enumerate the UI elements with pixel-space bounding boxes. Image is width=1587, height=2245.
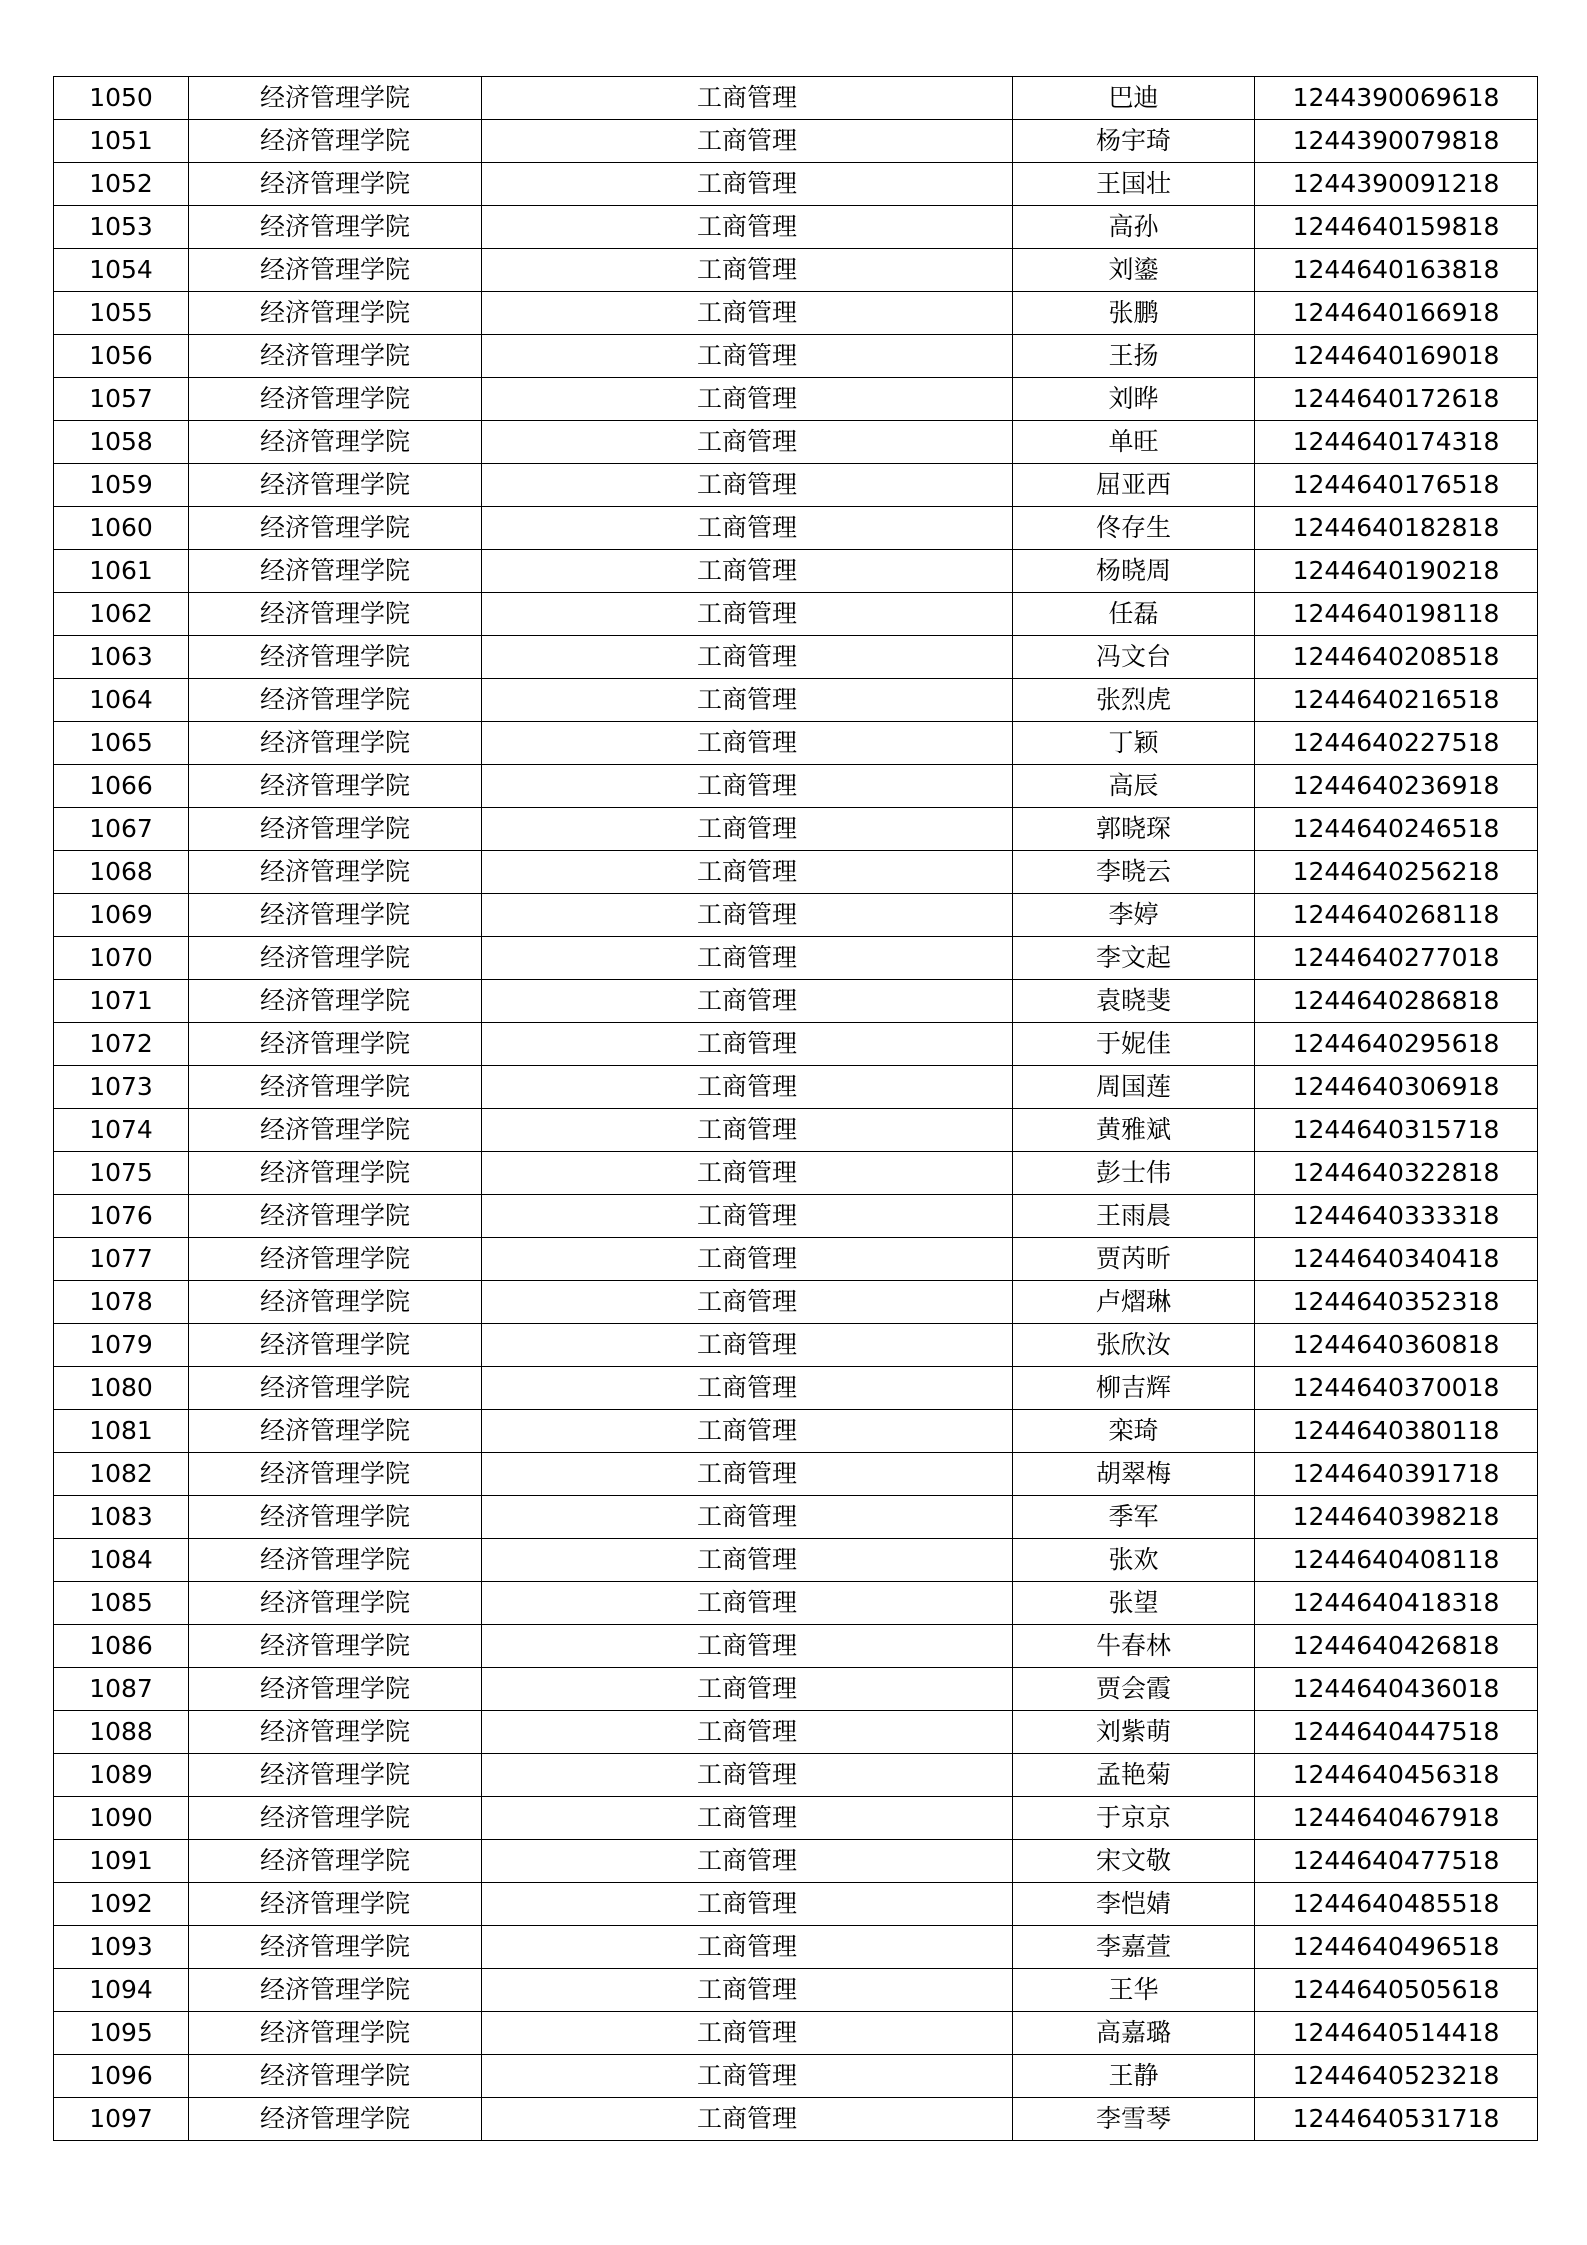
- major-cell: 工商管理: [482, 1109, 1013, 1152]
- college-cell: 经济管理学院: [189, 1625, 482, 1668]
- row-number-cell: 1078: [54, 1281, 189, 1324]
- table-row: [54, 1582, 1538, 1625]
- row-number-cell: 1079: [54, 1324, 189, 1367]
- major-cell: 工商管理: [482, 2055, 1013, 2098]
- student-name-cell: 卢熠琳: [1013, 1281, 1255, 1324]
- major-cell: 工商管理: [482, 378, 1013, 421]
- student-name-cell: 牛春林: [1013, 1625, 1255, 1668]
- table-row: [54, 1840, 1538, 1883]
- student-id-cell: 1244640380118: [1255, 1410, 1538, 1453]
- student-id-cell: 1244640198118: [1255, 593, 1538, 636]
- major-cell: 工商管理: [482, 1883, 1013, 1926]
- table-row: [54, 1668, 1538, 1711]
- college-cell: 经济管理学院: [189, 636, 482, 679]
- major-cell: 工商管理: [482, 249, 1013, 292]
- table-row: [54, 77, 1538, 120]
- college-cell: 经济管理学院: [189, 421, 482, 464]
- college-cell: 经济管理学院: [189, 1582, 482, 1625]
- roster-table-body: [54, 77, 1538, 2141]
- row-number-cell: 1088: [54, 1711, 189, 1754]
- table-row: [54, 2012, 1538, 2055]
- table-row: [54, 1109, 1538, 1152]
- student-id-cell: 1244640360818: [1255, 1324, 1538, 1367]
- college-cell: 经济管理学院: [189, 722, 482, 765]
- student-id-cell: 1244640216518: [1255, 679, 1538, 722]
- student-id-cell: 1244640166918: [1255, 292, 1538, 335]
- student-id-cell: 1244640277018: [1255, 937, 1538, 980]
- major-cell: 工商管理: [482, 1023, 1013, 1066]
- college-cell: 经济管理学院: [189, 1410, 482, 1453]
- row-number-cell: 1057: [54, 378, 189, 421]
- table-row: [54, 249, 1538, 292]
- table-row: [54, 894, 1538, 937]
- table-row: [54, 722, 1538, 765]
- student-name-cell: 冯文台: [1013, 636, 1255, 679]
- row-number-cell: 1085: [54, 1582, 189, 1625]
- student-name-cell: 柳吉辉: [1013, 1367, 1255, 1410]
- row-number-cell: 1081: [54, 1410, 189, 1453]
- row-number-cell: 1087: [54, 1668, 189, 1711]
- student-id-cell: 1244390091218: [1255, 163, 1538, 206]
- major-cell: 工商管理: [482, 980, 1013, 1023]
- student-id-cell: 1244640159818: [1255, 206, 1538, 249]
- student-name-cell: 孟艳菊: [1013, 1754, 1255, 1797]
- student-name-cell: 杨宇琦: [1013, 120, 1255, 163]
- table-row: [54, 1152, 1538, 1195]
- table-row: [54, 937, 1538, 980]
- major-cell: 工商管理: [482, 765, 1013, 808]
- major-cell: 工商管理: [482, 77, 1013, 120]
- row-number-cell: 1070: [54, 937, 189, 980]
- major-cell: 工商管理: [482, 1754, 1013, 1797]
- major-cell: 工商管理: [482, 1281, 1013, 1324]
- student-id-cell: 1244640426818: [1255, 1625, 1538, 1668]
- student-id-cell: 1244640315718: [1255, 1109, 1538, 1152]
- college-cell: 经济管理学院: [189, 2012, 482, 2055]
- row-number-cell: 1095: [54, 2012, 189, 2055]
- student-name-cell: 袁晓斐: [1013, 980, 1255, 1023]
- student-name-cell: 宋文敬: [1013, 1840, 1255, 1883]
- college-cell: 经济管理学院: [189, 1754, 482, 1797]
- student-id-cell: 1244640208518: [1255, 636, 1538, 679]
- student-name-cell: 于妮佳: [1013, 1023, 1255, 1066]
- major-cell: 工商管理: [482, 421, 1013, 464]
- row-number-cell: 1094: [54, 1969, 189, 2012]
- student-name-cell: 张烈虎: [1013, 679, 1255, 722]
- college-cell: 经济管理学院: [189, 378, 482, 421]
- row-number-cell: 1069: [54, 894, 189, 937]
- table-row: [54, 808, 1538, 851]
- table-row: [54, 335, 1538, 378]
- college-cell: 经济管理学院: [189, 1195, 482, 1238]
- student-name-cell: 王华: [1013, 1969, 1255, 2012]
- row-number-cell: 1089: [54, 1754, 189, 1797]
- row-number-cell: 1071: [54, 980, 189, 1023]
- college-cell: 经济管理学院: [189, 1367, 482, 1410]
- table-row: [54, 292, 1538, 335]
- table-row: [54, 1324, 1538, 1367]
- table-row: [54, 851, 1538, 894]
- row-number-cell: 1084: [54, 1539, 189, 1582]
- student-id-cell: 1244640447518: [1255, 1711, 1538, 1754]
- student-name-cell: 高辰: [1013, 765, 1255, 808]
- college-cell: 经济管理学院: [189, 894, 482, 937]
- student-id-cell: 1244640370018: [1255, 1367, 1538, 1410]
- major-cell: 工商管理: [482, 722, 1013, 765]
- student-name-cell: 佟存生: [1013, 507, 1255, 550]
- row-number-cell: 1052: [54, 163, 189, 206]
- row-number-cell: 1097: [54, 2098, 189, 2141]
- college-cell: 经济管理学院: [189, 2098, 482, 2141]
- college-cell: 经济管理学院: [189, 249, 482, 292]
- college-cell: 经济管理学院: [189, 2055, 482, 2098]
- major-cell: 工商管理: [482, 1668, 1013, 1711]
- student-id-cell: 1244640333318: [1255, 1195, 1538, 1238]
- table-row: [54, 679, 1538, 722]
- table-row: [54, 1238, 1538, 1281]
- student-id-cell: 1244640340418: [1255, 1238, 1538, 1281]
- major-cell: 工商管理: [482, 1324, 1013, 1367]
- student-id-cell: 1244640182818: [1255, 507, 1538, 550]
- row-number-cell: 1072: [54, 1023, 189, 1066]
- student-name-cell: 王静: [1013, 2055, 1255, 2098]
- major-cell: 工商管理: [482, 1367, 1013, 1410]
- table-row: [54, 1926, 1538, 1969]
- major-cell: 工商管理: [482, 1453, 1013, 1496]
- student-id-cell: 1244640514418: [1255, 2012, 1538, 2055]
- student-name-cell: 彭士伟: [1013, 1152, 1255, 1195]
- college-cell: 经济管理学院: [189, 1840, 482, 1883]
- row-number-cell: 1076: [54, 1195, 189, 1238]
- student-id-cell: 1244640190218: [1255, 550, 1538, 593]
- student-name-cell: 贾会霞: [1013, 1668, 1255, 1711]
- major-cell: 工商管理: [482, 1969, 1013, 2012]
- row-number-cell: 1083: [54, 1496, 189, 1539]
- student-id-cell: 1244640418318: [1255, 1582, 1538, 1625]
- table-row: [54, 1711, 1538, 1754]
- major-cell: 工商管理: [482, 1152, 1013, 1195]
- row-number-cell: 1096: [54, 2055, 189, 2098]
- student-id-cell: 1244640322818: [1255, 1152, 1538, 1195]
- table-row: [54, 1367, 1538, 1410]
- table-row: [54, 120, 1538, 163]
- student-id-cell: 1244640169018: [1255, 335, 1538, 378]
- student-name-cell: 高孙: [1013, 206, 1255, 249]
- row-number-cell: 1063: [54, 636, 189, 679]
- student-name-cell: 栾琦: [1013, 1410, 1255, 1453]
- major-cell: 工商管理: [482, 1797, 1013, 1840]
- student-id-cell: 1244390069618: [1255, 77, 1538, 120]
- student-id-cell: 1244640236918: [1255, 765, 1538, 808]
- table-row: [54, 1754, 1538, 1797]
- student-id-cell: 1244640456318: [1255, 1754, 1538, 1797]
- student-name-cell: 张欢: [1013, 1539, 1255, 1582]
- major-cell: 工商管理: [482, 1496, 1013, 1539]
- college-cell: 经济管理学院: [189, 550, 482, 593]
- student-id-cell: 1244640174318: [1255, 421, 1538, 464]
- college-cell: 经济管理学院: [189, 1066, 482, 1109]
- college-cell: 经济管理学院: [189, 335, 482, 378]
- table-row: [54, 1453, 1538, 1496]
- student-name-cell: 李恺婧: [1013, 1883, 1255, 1926]
- student-name-cell: 丁颖: [1013, 722, 1255, 765]
- table-row: [54, 421, 1538, 464]
- student-name-cell: 单旺: [1013, 421, 1255, 464]
- row-number-cell: 1074: [54, 1109, 189, 1152]
- college-cell: 经济管理学院: [189, 1238, 482, 1281]
- table-row: [54, 378, 1538, 421]
- table-row: [54, 980, 1538, 1023]
- college-cell: 经济管理学院: [189, 120, 482, 163]
- row-number-cell: 1055: [54, 292, 189, 335]
- row-number-cell: 1086: [54, 1625, 189, 1668]
- student-name-cell: 张望: [1013, 1582, 1255, 1625]
- roster-sheet: [53, 76, 1537, 2141]
- student-name-cell: 高嘉璐: [1013, 2012, 1255, 2055]
- student-name-cell: 李雪琴: [1013, 2098, 1255, 2141]
- student-name-cell: 李文起: [1013, 937, 1255, 980]
- college-cell: 经济管理学院: [189, 679, 482, 722]
- row-number-cell: 1051: [54, 120, 189, 163]
- student-name-cell: 胡翠梅: [1013, 1453, 1255, 1496]
- table-row: [54, 1496, 1538, 1539]
- student-name-cell: 王雨晨: [1013, 1195, 1255, 1238]
- row-number-cell: 1065: [54, 722, 189, 765]
- college-cell: 经济管理学院: [189, 765, 482, 808]
- table-row: [54, 1066, 1538, 1109]
- student-name-cell: 王国壮: [1013, 163, 1255, 206]
- college-cell: 经济管理学院: [189, 851, 482, 894]
- student-id-cell: 1244640352318: [1255, 1281, 1538, 1324]
- major-cell: 工商管理: [482, 1840, 1013, 1883]
- row-number-cell: 1054: [54, 249, 189, 292]
- major-cell: 工商管理: [482, 593, 1013, 636]
- student-name-cell: 任磊: [1013, 593, 1255, 636]
- table-row: [54, 550, 1538, 593]
- row-number-cell: 1068: [54, 851, 189, 894]
- student-name-cell: 杨晓周: [1013, 550, 1255, 593]
- student-id-cell: 1244640467918: [1255, 1797, 1538, 1840]
- row-number-cell: 1093: [54, 1926, 189, 1969]
- college-cell: 经济管理学院: [189, 292, 482, 335]
- student-id-cell: 1244640477518: [1255, 1840, 1538, 1883]
- college-cell: 经济管理学院: [189, 1883, 482, 1926]
- major-cell: 工商管理: [482, 120, 1013, 163]
- table-row: [54, 1410, 1538, 1453]
- college-cell: 经济管理学院: [189, 1023, 482, 1066]
- student-id-cell: 1244640485518: [1255, 1883, 1538, 1926]
- college-cell: 经济管理学院: [189, 1711, 482, 1754]
- row-number-cell: 1062: [54, 593, 189, 636]
- row-number-cell: 1090: [54, 1797, 189, 1840]
- major-cell: 工商管理: [482, 464, 1013, 507]
- student-name-cell: 郭晓琛: [1013, 808, 1255, 851]
- student-id-cell: 1244640246518: [1255, 808, 1538, 851]
- table-row: [54, 1797, 1538, 1840]
- student-name-cell: 屈亚西: [1013, 464, 1255, 507]
- college-cell: 经济管理学院: [189, 1668, 482, 1711]
- college-cell: 经济管理学院: [189, 1109, 482, 1152]
- row-number-cell: 1059: [54, 464, 189, 507]
- student-name-cell: 季军: [1013, 1496, 1255, 1539]
- table-row: [54, 1539, 1538, 1582]
- college-cell: 经济管理学院: [189, 77, 482, 120]
- row-number-cell: 1064: [54, 679, 189, 722]
- major-cell: 工商管理: [482, 335, 1013, 378]
- college-cell: 经济管理学院: [189, 1453, 482, 1496]
- row-number-cell: 1073: [54, 1066, 189, 1109]
- row-number-cell: 1066: [54, 765, 189, 808]
- student-id-cell: 1244640268118: [1255, 894, 1538, 937]
- row-number-cell: 1077: [54, 1238, 189, 1281]
- college-cell: 经济管理学院: [189, 1926, 482, 1969]
- college-cell: 经济管理学院: [189, 507, 482, 550]
- student-name-cell: 王扬: [1013, 335, 1255, 378]
- major-cell: 工商管理: [482, 1238, 1013, 1281]
- major-cell: 工商管理: [482, 292, 1013, 335]
- college-cell: 经济管理学院: [189, 464, 482, 507]
- student-id-cell: 1244640227518: [1255, 722, 1538, 765]
- table-row: [54, 765, 1538, 808]
- table-row: [54, 636, 1538, 679]
- student-name-cell: 张鹏: [1013, 292, 1255, 335]
- row-number-cell: 1067: [54, 808, 189, 851]
- college-cell: 经济管理学院: [189, 1797, 482, 1840]
- college-cell: 经济管理学院: [189, 593, 482, 636]
- student-name-cell: 张欣汝: [1013, 1324, 1255, 1367]
- major-cell: 工商管理: [482, 1195, 1013, 1238]
- row-number-cell: 1061: [54, 550, 189, 593]
- table-row: [54, 206, 1538, 249]
- table-row: [54, 1023, 1538, 1066]
- student-id-cell: 1244640398218: [1255, 1496, 1538, 1539]
- major-cell: 工商管理: [482, 163, 1013, 206]
- student-name-cell: 李嘉萱: [1013, 1926, 1255, 1969]
- row-number-cell: 1092: [54, 1883, 189, 1926]
- student-name-cell: 刘紫萌: [1013, 1711, 1255, 1754]
- student-name-cell: 李婷: [1013, 894, 1255, 937]
- student-name-cell: 刘晔: [1013, 378, 1255, 421]
- college-cell: 经济管理学院: [189, 808, 482, 851]
- college-cell: 经济管理学院: [189, 1539, 482, 1582]
- college-cell: 经济管理学院: [189, 937, 482, 980]
- row-number-cell: 1080: [54, 1367, 189, 1410]
- table-row: [54, 2098, 1538, 2141]
- major-cell: 工商管理: [482, 2098, 1013, 2141]
- major-cell: 工商管理: [482, 550, 1013, 593]
- table-row: [54, 1883, 1538, 1926]
- row-number-cell: 1056: [54, 335, 189, 378]
- roster-table: [53, 76, 1538, 2141]
- row-number-cell: 1091: [54, 1840, 189, 1883]
- table-row: [54, 1195, 1538, 1238]
- student-id-cell: 1244640496518: [1255, 1926, 1538, 1969]
- major-cell: 工商管理: [482, 1926, 1013, 1969]
- major-cell: 工商管理: [482, 507, 1013, 550]
- college-cell: 经济管理学院: [189, 1496, 482, 1539]
- student-id-cell: 1244640172618: [1255, 378, 1538, 421]
- table-row: [54, 1969, 1538, 2012]
- major-cell: 工商管理: [482, 206, 1013, 249]
- student-id-cell: 1244640256218: [1255, 851, 1538, 894]
- student-name-cell: 李晓云: [1013, 851, 1255, 894]
- table-row: [54, 1625, 1538, 1668]
- student-id-cell: 1244640286818: [1255, 980, 1538, 1023]
- student-id-cell: 1244640176518: [1255, 464, 1538, 507]
- student-id-cell: 1244640531718: [1255, 2098, 1538, 2141]
- student-name-cell: 贾芮昕: [1013, 1238, 1255, 1281]
- major-cell: 工商管理: [482, 1625, 1013, 1668]
- table-row: [54, 163, 1538, 206]
- major-cell: 工商管理: [482, 937, 1013, 980]
- major-cell: 工商管理: [482, 636, 1013, 679]
- row-number-cell: 1053: [54, 206, 189, 249]
- major-cell: 工商管理: [482, 1582, 1013, 1625]
- student-id-cell: 1244640408118: [1255, 1539, 1538, 1582]
- student-name-cell: 巴迪: [1013, 77, 1255, 120]
- row-number-cell: 1058: [54, 421, 189, 464]
- table-row: [54, 464, 1538, 507]
- college-cell: 经济管理学院: [189, 206, 482, 249]
- student-id-cell: 1244640436018: [1255, 1668, 1538, 1711]
- student-id-cell: 1244390079818: [1255, 120, 1538, 163]
- major-cell: 工商管理: [482, 1711, 1013, 1754]
- student-id-cell: 1244640306918: [1255, 1066, 1538, 1109]
- major-cell: 工商管理: [482, 894, 1013, 937]
- row-number-cell: 1082: [54, 1453, 189, 1496]
- student-id-cell: 1244640163818: [1255, 249, 1538, 292]
- major-cell: 工商管理: [482, 679, 1013, 722]
- college-cell: 经济管理学院: [189, 1324, 482, 1367]
- major-cell: 工商管理: [482, 1410, 1013, 1453]
- college-cell: 经济管理学院: [189, 1969, 482, 2012]
- row-number-cell: 1060: [54, 507, 189, 550]
- table-row: [54, 2055, 1538, 2098]
- major-cell: 工商管理: [482, 808, 1013, 851]
- student-name-cell: 刘鎏: [1013, 249, 1255, 292]
- major-cell: 工商管理: [482, 1066, 1013, 1109]
- row-number-cell: 1050: [54, 77, 189, 120]
- table-row: [54, 507, 1538, 550]
- college-cell: 经济管理学院: [189, 163, 482, 206]
- major-cell: 工商管理: [482, 1539, 1013, 1582]
- row-number-cell: 1075: [54, 1152, 189, 1195]
- student-name-cell: 于京京: [1013, 1797, 1255, 1840]
- major-cell: 工商管理: [482, 851, 1013, 894]
- college-cell: 经济管理学院: [189, 1152, 482, 1195]
- student-name-cell: 黄雅斌: [1013, 1109, 1255, 1152]
- college-cell: 经济管理学院: [189, 1281, 482, 1324]
- student-id-cell: 1244640505618: [1255, 1969, 1538, 2012]
- table-row: [54, 593, 1538, 636]
- student-id-cell: 1244640295618: [1255, 1023, 1538, 1066]
- major-cell: 工商管理: [482, 2012, 1013, 2055]
- student-name-cell: 周国莲: [1013, 1066, 1255, 1109]
- student-id-cell: 1244640523218: [1255, 2055, 1538, 2098]
- student-id-cell: 1244640391718: [1255, 1453, 1538, 1496]
- college-cell: 经济管理学院: [189, 980, 482, 1023]
- table-row: [54, 1281, 1538, 1324]
